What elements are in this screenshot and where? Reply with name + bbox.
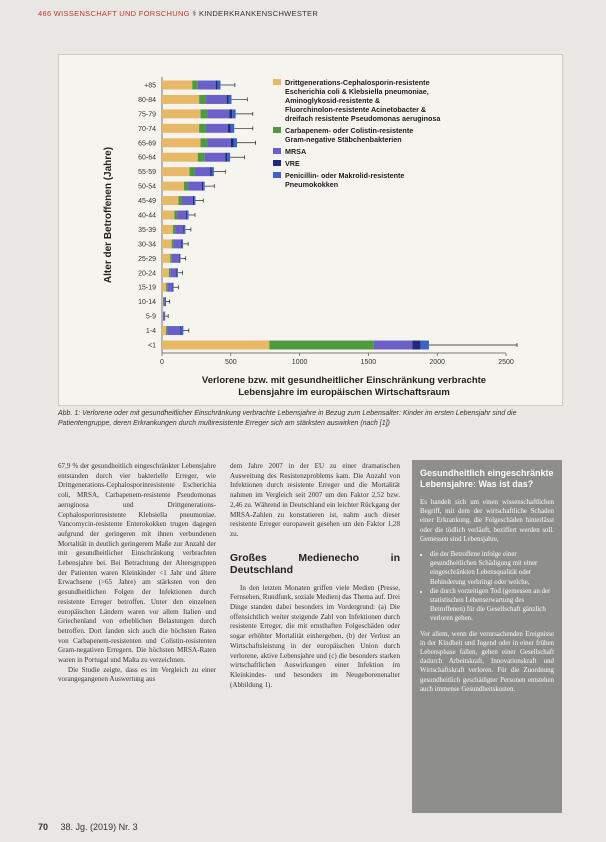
- legend-swatch: [273, 148, 281, 154]
- y-tick-label: 65-69: [138, 140, 156, 148]
- y-tick-label: 15-19: [138, 284, 156, 292]
- bar-segment: [179, 254, 180, 263]
- section-heading: Großes Medienecho in Deutschland: [230, 551, 400, 576]
- bar-segment: [165, 312, 166, 321]
- y-tick-label: 45-49: [138, 198, 156, 206]
- legend-swatch: [273, 127, 281, 133]
- header-journal: KINDERKRANKENSCHWESTER: [198, 9, 319, 18]
- bar-segment: [162, 81, 192, 90]
- bar-segment: [210, 167, 212, 176]
- legend-label: Fluorchinolon-resistente Acinetobacter &: [285, 105, 427, 114]
- bar-segment: [207, 138, 230, 147]
- y-tick-label: 10-14: [138, 299, 156, 307]
- bar-segment: [173, 283, 174, 292]
- bar-segment: [203, 182, 204, 191]
- bar-segment: [162, 312, 163, 321]
- figure-caption: Abb. 1: Verlorene oder mit gesundheitlicher Einschränkung verbrachte Lebensjahre in Bezug zum Lebensalter: Kinder im ersten Lebensjahr sind die Patientengruppe, deren Erkrankungen durch multiresistente Erreger sich am stärksten auswirken (nach [1]): [58, 410, 517, 427]
- bar-segment: [168, 326, 180, 335]
- bar-segment: [269, 341, 374, 350]
- bar-segment: [188, 182, 202, 191]
- legend-label: VRE: [285, 159, 300, 168]
- bar-segment: [170, 268, 176, 277]
- bar-segment: [162, 124, 199, 133]
- x-tick-label: 2000: [429, 359, 445, 366]
- list-item: • die durch vorzeitigen Tod (gemessen an der statistischen Lebenserwartung des Betroffenen) für die Gesellschaft gänzlich verloren gehen.: [430, 587, 554, 624]
- info-box-text: Vor allem, wenn die verursachenden Ereignisse in der Kindheit und Jugend oder in einer frühen Lebensphase fallen, gehen einer Gesellschaft dadurch Arbeitskraft, Innovationskraft und Wirtschaftskraft verloren. Für die Zuordnung gesundheitlich geschädigter Personen entstehen auch immense Gesundheitskosten.: [420, 630, 554, 693]
- bar-segment: [163, 312, 164, 321]
- bar-segment: [198, 81, 216, 90]
- text-column-2: [230, 462, 400, 690]
- legend-label: Aminoglykosid-resistente &: [285, 96, 381, 105]
- bar-segment: [186, 211, 187, 220]
- bar-segment: [166, 283, 167, 292]
- legend-swatch: [273, 79, 281, 85]
- x-tick-label: 0: [160, 359, 164, 366]
- bar-segment: [165, 297, 166, 306]
- bar-segment: [180, 254, 181, 263]
- legend-label: Penicillin- oder Makrolid-resistente: [285, 171, 405, 180]
- bar-segment: [193, 196, 194, 205]
- bar-segment: [174, 239, 182, 248]
- bar-segment: [199, 124, 206, 133]
- page-number: 70: [38, 822, 49, 832]
- bar-segment: [181, 239, 182, 248]
- bar-segment: [194, 196, 195, 205]
- bar-segment: [227, 95, 229, 104]
- y-tick-label: +85: [144, 82, 156, 90]
- info-box-text: Es handelt sich um einen wissenschaftlichen Begriff, mit dem der wirtschaftliche Schaden einer Erkrankung, die Folgeschäden hinterlässt oder die tödlich verläuft, beziffert werden soll. Gemessen sind Lebensjahre,: [420, 499, 554, 543]
- bar-segment: [174, 211, 177, 220]
- y-tick-label: 1-4: [145, 328, 156, 336]
- bar-segment: [234, 138, 237, 147]
- bar-segment: [177, 211, 186, 220]
- bar-segment: [199, 95, 206, 104]
- bar-segment: [207, 109, 229, 118]
- bar-segment: [175, 225, 183, 234]
- bar-segment: [162, 167, 190, 176]
- info-box-title: Gesundheitlich eingeschränkte Lebensjahre: Was ist das?: [420, 468, 554, 489]
- bar-segment: [201, 138, 208, 147]
- x-tick-label: 500: [224, 359, 237, 366]
- x-axis-label: Lebensjahre im europäischen Wirtschaftsraum: [238, 387, 450, 398]
- bar-segment: [232, 109, 235, 118]
- bar-segment: [216, 81, 218, 90]
- legend-label: Carbapenem- oder Colistin-resistente: [285, 126, 414, 135]
- bar-segment: [162, 341, 269, 350]
- bar-segment: [173, 225, 175, 234]
- bar-segment: [190, 167, 196, 176]
- bar-segment: [180, 326, 181, 335]
- bar-segment: [162, 297, 163, 306]
- bar-segment: [162, 196, 179, 205]
- paragraph: Die Studie zeigte, dass es im Vergleich zu einer vorangegangenen Auswertung aus: [58, 665, 216, 684]
- info-box-list: [420, 550, 554, 624]
- bar-segment: [164, 297, 166, 306]
- y-tick-label: 55-59: [138, 169, 156, 177]
- bar-segment: [184, 182, 188, 191]
- x-tick-label: 1500: [360, 359, 377, 366]
- y-tick-label: 80-84: [138, 96, 156, 104]
- y-tick-label: 70-74: [138, 125, 156, 133]
- list-item: • die der Betroffene infolge einer gesundheitlichen Schädigung mit einer eingeschränkten Lebensqualität oder Behinderung verbringt oder welche,: [430, 550, 554, 587]
- bar-segment: [184, 225, 185, 234]
- paragraph: 67,9 % der gesundheitlich eingeschränkter Lebensjahre entstanden durch vier bakterielle Erreger, wie Drittgenerations-Cephalosporinresistente Escherichia coli, MRSA, Carbapenem-resistente Pseudomonas aeruginosa und Drittgenerations-Cephalosporinresistente Klebsiella pneumoniae. Vancomycin-resistente Enterokokken trugen dagegen aufgrund der geringeren mit ihnen verbundenen Mortalität in deutlich geringerem Maße zur Anzahl der mit gesundheitlicher Einschränkung verbrachten Lebensjahre bei. Bei Betrachtung der Altersgruppen der Patienten waren Kleinkinder <1 Jahr und ältere Erwachsene (>65 Jahre) am stärksten von den gesundheitlichen Folgen der Infektionen durch resistente Erreger betroffen. Unter den einzelnen europäischen Ländern waren vor allem Italien und Griechenland von erheblichen Belastungen durch betroffen. Dort fanden sich auch die höchsten Raten von Carbapenem-resistenten und Colistin-resistenten Gram-negativen Erregern. Die höchsten MRSA-Raten waren in Portugal und Malta zu verzeichnen.: [58, 462, 216, 665]
- bar-segment: [172, 283, 173, 292]
- bar-segment: [225, 153, 227, 162]
- figure-chart: [58, 54, 563, 406]
- x-tick-label: 1000: [291, 359, 308, 366]
- page-footer: [38, 822, 138, 832]
- header-section: 466 WISSENSCHAFT UND FORSCHUNG: [38, 9, 190, 18]
- bar-segment: [187, 211, 188, 220]
- bar-segment: [229, 109, 232, 118]
- y-tick-label: 25-29: [138, 255, 156, 263]
- bar-segment: [182, 196, 193, 205]
- bar-segment: [162, 182, 184, 191]
- legend-label: dreifach resistente Pseudomonas aeruginosa: [285, 114, 441, 123]
- bar-segment: [162, 109, 201, 118]
- bar-segment: [198, 153, 205, 162]
- bar-segment: [162, 225, 173, 234]
- legend-label: MRSA: [285, 147, 307, 156]
- issue-info: 38. Jg. (2019) Nr. 3: [60, 822, 138, 832]
- y-tick-label: 30-34: [138, 241, 156, 249]
- y-tick-label: 20-24: [138, 270, 156, 278]
- bar-segment: [228, 124, 231, 133]
- bar-segment: [421, 341, 429, 350]
- bar-segment: [374, 341, 413, 350]
- bar-segment: [202, 182, 203, 191]
- bar-segment: [205, 153, 226, 162]
- paragraph: In den letzten Monaten griffen viele Medien (Presse, Fernsehen, Rundfunk, soziale Medien) das Thema auf. Drei Dinge standen dabei besonders im Vordergrund: (a) Die offensichtlich weiter steigende Zahl von Infektionen durch resistente Erreger, die mit ernsthaften Folgeschäden oder sogar erhöhter Mortalität einhergehen, (b) der Verlust an Wirtschaftsleistung in der europäischen Union durch verlorene, aktive Lebensjahre und (c) die besonders starken wirtschaftlichen Auswirkungen einer Infektion im Kleinkindes- und besonders im Neugeborenenalter (Abbildung 1).: [230, 583, 400, 689]
- bar-segment: [192, 81, 198, 90]
- bar-segment: [172, 254, 179, 263]
- bar-segment: [172, 239, 174, 248]
- legend-label: Gram-negative Stäbchenbakterien: [285, 135, 402, 144]
- y-tick-label: <1: [148, 342, 156, 350]
- bar-segment: [182, 239, 183, 248]
- y-tick-label: 5-9: [145, 313, 156, 321]
- bar-segment: [206, 124, 228, 133]
- bar-segment: [162, 153, 198, 162]
- bar-segment: [162, 326, 166, 335]
- bar-segment: [195, 167, 210, 176]
- text-column-1: [58, 462, 216, 685]
- bar-segment: [162, 283, 166, 292]
- bar-segment: [201, 109, 208, 118]
- bar-segment: [162, 211, 174, 220]
- bar-segment: [162, 239, 172, 248]
- y-tick-label: 40-44: [138, 212, 156, 220]
- bar-segment: [169, 268, 170, 277]
- stacked-bar-chart: [59, 55, 562, 405]
- bar-segment: [183, 225, 184, 234]
- x-tick-label: 2500: [498, 359, 514, 366]
- bar-segment: [162, 138, 201, 147]
- legend-label: Escherichia coli & Klebsiella pneumoniae,: [285, 87, 429, 96]
- bar-segment: [162, 268, 169, 277]
- y-tick-label: 35-39: [138, 226, 156, 234]
- bar-segment: [179, 196, 182, 205]
- y-tick-label: 75-79: [138, 111, 156, 119]
- bar-segment: [162, 254, 170, 263]
- bar-segment: [227, 153, 230, 162]
- bar-segment: [176, 268, 177, 277]
- bar-segment: [167, 283, 172, 292]
- bar-segment: [181, 326, 184, 335]
- bar-segment: [206, 95, 227, 104]
- bar-segment: [166, 326, 167, 335]
- running-header: [38, 9, 318, 18]
- bar-segment: [162, 95, 199, 104]
- paragraph: dem Jahre 2007 in der EU zu einer dramatischen Ausweitung des Resistenzproblems kam. Die Anzahl von Infektionen durch resistente Erreger und die Mortalität nahmen im Vergleich seit 2007 um den Faktor 2,52 bzw. 2,46 zu. Während in Deutschland ein leichter Rückgang der MRSA-Zahlen zu konstatieren ist, nahm auch dieser resistente Erreger europaweit gesehen um den Faktor 1,28 zu.: [230, 462, 400, 538]
- y-tick-label: 60-64: [138, 154, 156, 162]
- legend-label: Pneumokokken: [285, 180, 339, 189]
- bar-segment: [170, 254, 172, 263]
- bar-segment: [231, 138, 234, 147]
- journal-logo-icon: ⚕: [192, 9, 199, 18]
- legend-label: Drittgenerations-Cephalosporin-resistente: [285, 78, 430, 87]
- y-tick-label: 50-54: [138, 183, 156, 191]
- info-box: [412, 460, 562, 813]
- bar-segment: [218, 81, 221, 90]
- bar-segment: [229, 95, 232, 104]
- bar-segment: [212, 167, 214, 176]
- x-axis-label: Verlorene bzw. mit gesundheitlicher Einschränkung verbrachte: [201, 375, 487, 386]
- legend-swatch: [273, 172, 281, 178]
- y-axis-label: Alter der Betroffenen (Jahre): [103, 146, 114, 284]
- bar-segment: [231, 124, 234, 133]
- bar-segment: [412, 341, 420, 350]
- bar-segment: [177, 268, 178, 277]
- legend-swatch: [273, 160, 281, 166]
